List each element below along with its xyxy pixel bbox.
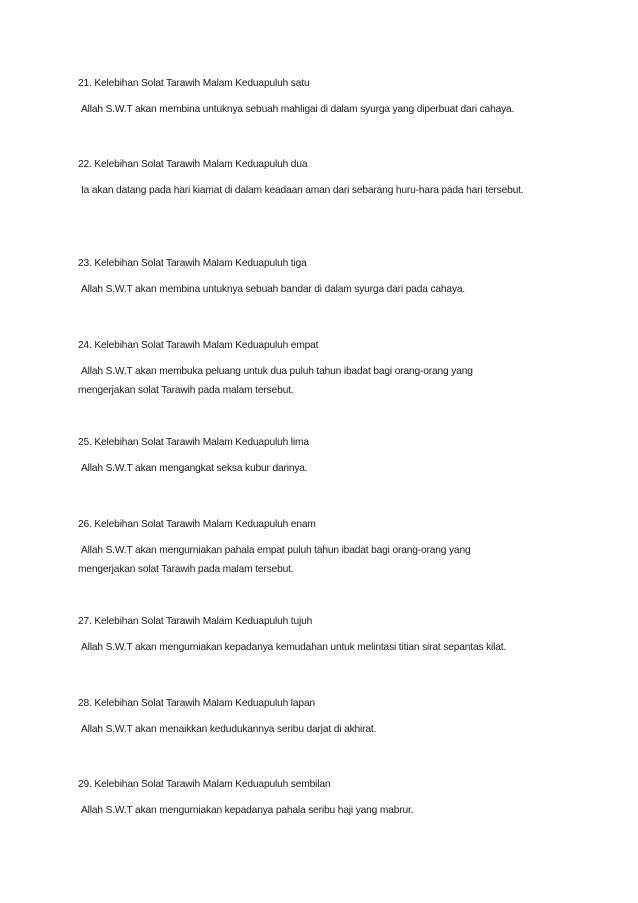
entry-heading: 26. Kelebihan Solat Tarawih Malam Keduapuluh enam [78,519,316,530]
entry-28 [78,697,568,735]
entry-body-text: Allah S.W.T akan mengurniakan kepadanya kemudahan untuk melintasi titian sirat sepantas kilat. [81,642,507,653]
entry-25 [78,436,568,474]
entry-body [78,100,568,119]
entry-body-text: Allah S.W.T akan membuka peluang untuk dua puluh tahun ibadat bagi orang-orang yang mengerjakan solat Tarawih pada malam tersebut. [78,366,473,396]
entry-body [78,181,533,200]
entry-27 [78,615,568,653]
entry-body [78,638,568,657]
entry-heading: 27. Kelebihan Solat Tarawih Malam Keduapuluh tujuh [78,616,313,627]
entry-heading: 25. Kelebihan Solat Tarawih Malam Keduapuluh lima [78,437,309,448]
entry-24 [78,339,568,396]
entry-body-text: Allah S.W.T akan menaikkan kedudukannya seribu darjat di akhirat. [81,724,377,735]
entry-22 [78,158,568,196]
entry-23 [78,257,568,295]
entry-heading: 23. Kelebihan Solat Tarawih Malam Keduapuluh tiga [78,258,307,269]
entry-heading: 28. Kelebihan Solat Tarawih Malam Keduapuluh lapan [78,698,315,709]
entry-21 [78,77,568,115]
entry-body-text: Ia akan datang pada hari kiamat di dalam keadaan aman dari sebarang huru-hara pada hari tersebut. [81,185,524,196]
entry-body [78,801,568,820]
entry-body [78,720,568,739]
entry-body-text: Allah S.W.T akan membina untuknya sebuah bandar di dalam syurga dari pada cahaya. [81,284,466,295]
entry-body-text: Allah S.W.T akan membina untuknya sebuah mahligai di dalam syurga yang diperbuat dari cahaya. [81,104,515,115]
entry-26 [78,518,568,575]
entry-heading: 21. Kelebihan Solat Tarawih Malam Keduapuluh satu [78,78,310,89]
entry-body [78,280,568,299]
entry-body [78,362,518,400]
entry-body-text: Allah S.W.T akan mengangkat seksa kubur darinya. [81,463,308,474]
entry-body [78,459,568,478]
entry-heading: 22. Kelebihan Solat Tarawih Malam Keduapuluh dua [78,159,308,170]
entry-heading: 29. Kelebihan Solat Tarawih Malam Keduapuluh sembilan [78,779,331,790]
entry-body-text: Allah S.W.T akan mengurniakan pahala empat puluh tahun ibadat bagi orang-orang yang mengerjakan solat Tarawih pada malam tersebut. [78,545,471,575]
entry-body-text: Allah S.W.T akan mengurniakan kepadanya pahala seribu haji yang mabrur. [81,805,414,816]
entry-body [78,541,518,579]
entry-heading: 24. Kelebihan Solat Tarawih Malam Keduapuluh empat [78,340,319,351]
entry-29 [78,778,568,816]
